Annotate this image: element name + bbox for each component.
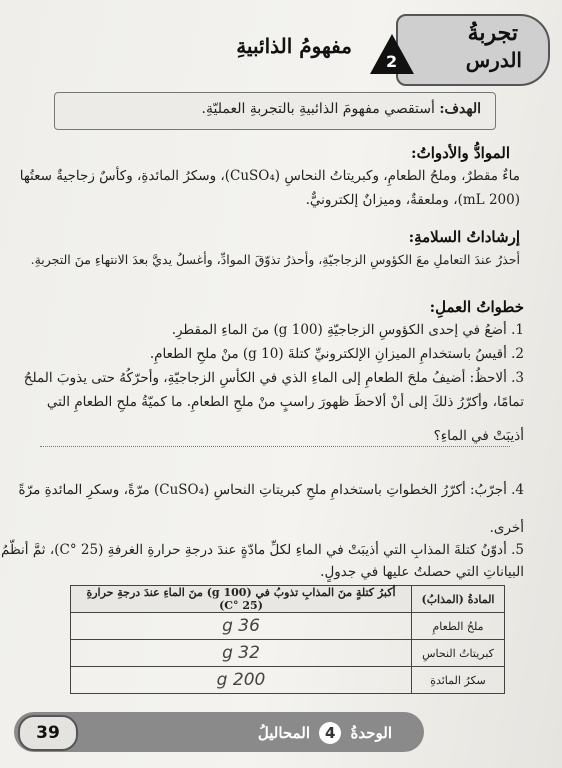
cell-mass: 200 g (71, 667, 412, 694)
goal-text-block (202, 101, 481, 117)
step-3-line3: أذيبَتْ في الماءِ؟ (433, 428, 524, 444)
column-header-max-mass: أكبرُ كتلةٍ منَ المذابِ تذوبُ في (100 g) منَ الماءِ عندَ درجةِ حرارةِ (25 °C) (71, 586, 412, 613)
step-1: 1. أضعُ في إحدى الكؤوسِ الزجاجيّةِ (100 g) منَ الماءِ المقطرِ. (171, 322, 524, 338)
cell-mass: 32 g (71, 640, 412, 667)
step-4-line1: 4. أجرّبُ: أكرّرُ الخطواتِ باستخدامِ ملحِ كبريتاتِ النحاسِ (CuSO₄) مرّةً، وسكرِ المائدةِ مرّةً (18, 482, 524, 498)
results-table (70, 585, 505, 694)
table-header-row (71, 586, 505, 613)
unit-label-block (258, 722, 392, 744)
page-title: مفهومُ الذائبيةِ (236, 34, 352, 58)
column-header-solute: المادةُ (المذابُ) (412, 586, 505, 613)
badge-line1: تجربةُ (467, 20, 518, 46)
safety-text: أحذرُ عندَ التعاملِ معَ الكؤوسِ الزجاجيّةِ، وأحذرُ تذوّقَ الموادِّ، وأغسلُ يديَّ بعدَ الانتهاءِ منَ التجربةِ. (30, 252, 520, 267)
step-3-line2: تمامًا، وأكرّرُ ذلكَ إلى أنْ ألاحظَ ظهورَ راسبٍ منْ ملحِ الطعامِ. ما كميّةُ ملحِ الطعامِ التي (46, 394, 524, 410)
step-4-line2: أخرى. (489, 520, 524, 536)
unit-title: المحاليلُ (257, 724, 311, 742)
step-3-line1: 3. ألاحظُ: أضيفُ ملحَ الطعامِ إلى الماءِ الذي في الكأسِ الزجاجيّةِ، وأحرّكُهُ حتى يذوبَ الملحُ (23, 370, 524, 386)
table-row (71, 640, 505, 667)
goal-box (54, 92, 496, 130)
page-number: 39 (18, 715, 78, 751)
materials-heading: الموادُّ والأدواتُ: (411, 144, 510, 162)
cell-solute: كبريتاتُ النحاسِ (412, 640, 505, 667)
table-row (71, 613, 505, 640)
table-row (71, 667, 505, 694)
unit-number: 4 (319, 722, 341, 744)
safety-heading: إرشاداتُ السلامةِ: (408, 228, 520, 246)
step-5-line2: البياناتِ التي حصلتُ عليها في جدولٍ. (320, 564, 524, 580)
goal-label: الهدف: (439, 101, 481, 117)
goal-text: أستقصي مفهومَ الذائبيةِ بالتجربةِ العمليّةِ. (201, 101, 435, 117)
badge-line2: الدرس (465, 48, 522, 72)
materials-line2: (200 mL)، وملعقةٌ، وميزانٌ إلكترونيٌّ. (305, 192, 520, 208)
steps-heading: خطواتُ العملِ: (429, 298, 524, 316)
materials-line1: ماءٌ مقطرٌ، وملحُ الطعامِ، وكبريتاتُ النحاسِ (CuSO₄)، وسكرُ المائدةِ، وكأسٌ زجاجيةٌ سعتُها (19, 168, 520, 184)
cell-solute: ملحُ الطعامِ (412, 613, 505, 640)
cell-mass: 36 g (71, 613, 412, 640)
lesson-number: 2 (386, 52, 398, 71)
cell-solute: سكرُ المائدةِ (412, 667, 505, 694)
step-5-line1: 5. أدوّنُ كتلةَ المذابِ التي أذيبَتْ في الماءِ لكلِّ مادّةٍ عندَ درجةِ حرارةِ الغرفةِ (25 °C)، ثمَّ أنظّمُ (0, 542, 524, 558)
unit-label: الوحدةُ (350, 724, 392, 742)
lesson-badge (396, 14, 550, 86)
step-2: 2. أقيسُ باستخدامِ الميزانِ الإلكترونيِّ كتلةَ (10 g) منْ ملحِ الطعامِ. (149, 346, 524, 362)
answer-line (40, 446, 510, 447)
